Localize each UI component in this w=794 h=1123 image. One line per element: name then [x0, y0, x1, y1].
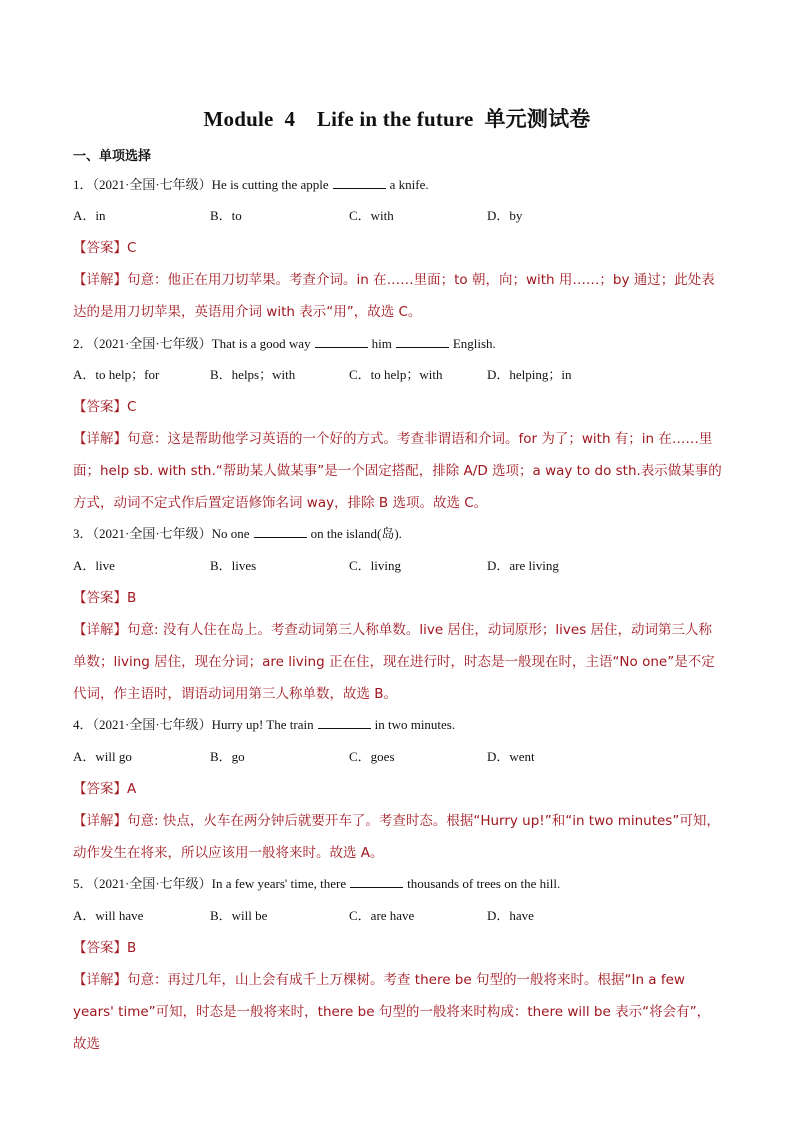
question-2-stem — [73, 335, 496, 353]
question-stem-suffix: in two minutes. — [374, 717, 456, 732]
detail-text: 句意: 没有人住在岛上。考查动词第三人称单数。live 居住，动词原形；lives 居住，动词第三人称单数；living 居住，现在分词；are living 正在住，现在进行时，时态是一般现在时，主语“No one”是不定代词，作主语时，谓语动词用第三人称单数，故选 B。 — [73, 622, 715, 702]
answer-label: 【答案】 — [73, 590, 127, 606]
question-stem-mid: him — [371, 336, 392, 351]
option-a: A．will go — [73, 749, 132, 764]
option-c: C．living — [349, 558, 402, 573]
question-1-stem — [73, 176, 429, 194]
question-stem-suffix: a knife. — [389, 177, 429, 192]
detail-text: 句意：他正在用刀切苹果。考查介词。in 在……里面；to 朝，向；with 用……；by 通过；此处表达的是用刀切苹果，英语用介词 with 表示“用”，故选 C。 — [73, 272, 715, 320]
question-stem-prefix: 2．（2021·全国·七年级）That is a good way — [73, 336, 311, 351]
answer-value: C — [127, 240, 137, 256]
detail-label: 【详解】 — [73, 622, 127, 638]
option-c: C．goes — [349, 749, 395, 764]
page-title: Module 4 Life in the future 单元测试卷 — [203, 107, 591, 131]
option-a: A．to help；for — [73, 367, 160, 382]
option-d: D．are living — [487, 558, 559, 573]
answer-value: A — [127, 781, 137, 797]
detail-text: 句意: 快点，火车在两分钟后就要开车了。考查时态。根据“Hurry up!”和“in two minutes”可知，动作发生在将来，所以应该用一般将来时。故选 A。 — [73, 813, 720, 861]
option-d: D．have — [487, 908, 534, 923]
question-stem-suffix: thousands of trees on the hill. — [407, 876, 561, 891]
option-b: B．will be — [210, 908, 268, 923]
answer-blank — [396, 335, 449, 348]
option-a: A．will have — [73, 908, 144, 923]
question-3-stem — [73, 525, 402, 543]
answer-label: 【答案】 — [73, 399, 127, 415]
detail-label: 【详解】 — [73, 272, 127, 288]
answer-value: C — [127, 399, 137, 415]
section-heading: 一、单项选择 — [73, 149, 152, 164]
detail-text: 句意：再过几年，山上会有成千上万棵树。考查 there be 句型的一般将来时。根据“In a few years' time”可知，时态是一般将来时，there be 句型的一般将来时构成：there will be 表示“将会有”，故选 — [73, 972, 711, 1052]
option-d: D．went — [487, 749, 535, 764]
answer-line — [73, 239, 136, 257]
detail-label: 【详解】 — [73, 813, 127, 829]
question-stem-prefix: 3．（2021·全国·七年级）No one — [73, 526, 250, 541]
answer-line — [73, 780, 136, 798]
option-c: C．are have — [349, 908, 415, 923]
option-d: D．by — [487, 208, 523, 223]
question-4-stem — [73, 716, 455, 734]
detail-block — [73, 805, 723, 869]
question-5-stem — [73, 875, 560, 893]
detail-text: 句意：这是帮助他学习英语的一个好的方式。考查非谓语和介词。for 为了；with 有；in 在……里面；help sb. with sth.“帮助某人做某事”是一个固定搭配，排除 A/D 选项；a way to do sth.表示做某事的方式，动词不定式作后置定语修饰名词 way，排除 B 选项。故选 C。 — [73, 431, 722, 511]
answer-line — [73, 398, 136, 416]
detail-block — [73, 964, 723, 1060]
answer-blank — [350, 875, 403, 888]
question-stem-prefix: 4．（2021·全国·七年级）Hurry up! The train — [73, 717, 314, 732]
option-b: B．lives — [210, 558, 257, 573]
option-c: C．with — [349, 208, 394, 223]
detail-label: 【详解】 — [73, 431, 127, 447]
option-b: B．go — [210, 749, 245, 764]
detail-block — [73, 614, 723, 710]
option-a: A．live — [73, 558, 115, 573]
answer-blank — [254, 525, 307, 538]
detail-block — [73, 264, 723, 328]
answer-label: 【答案】 — [73, 240, 127, 256]
answer-blank — [333, 176, 386, 189]
option-a: A．in — [73, 208, 106, 223]
answer-label: 【答案】 — [73, 781, 127, 797]
detail-label: 【详解】 — [73, 972, 127, 988]
answer-blank — [315, 335, 368, 348]
detail-block — [73, 423, 723, 519]
answer-line — [73, 939, 136, 957]
option-d: D．helping；in — [487, 367, 572, 382]
option-b: B．to — [210, 208, 242, 223]
answer-label: 【答案】 — [73, 940, 127, 956]
question-stem-suffix: on the island(岛). — [310, 526, 402, 541]
answer-blank — [318, 716, 371, 729]
question-stem-prefix: 1．（2021·全国·七年级）He is cutting the apple — [73, 177, 329, 192]
answer-value: B — [127, 590, 137, 606]
answer-line — [73, 589, 136, 607]
answer-value: B — [127, 940, 137, 956]
question-stem-suffix: English. — [452, 336, 496, 351]
option-b: B．helps；with — [210, 367, 296, 382]
option-c: C．to help；with — [349, 367, 443, 382]
question-stem-prefix: 5．（2021·全国·七年级）In a few years' time, there — [73, 876, 347, 891]
